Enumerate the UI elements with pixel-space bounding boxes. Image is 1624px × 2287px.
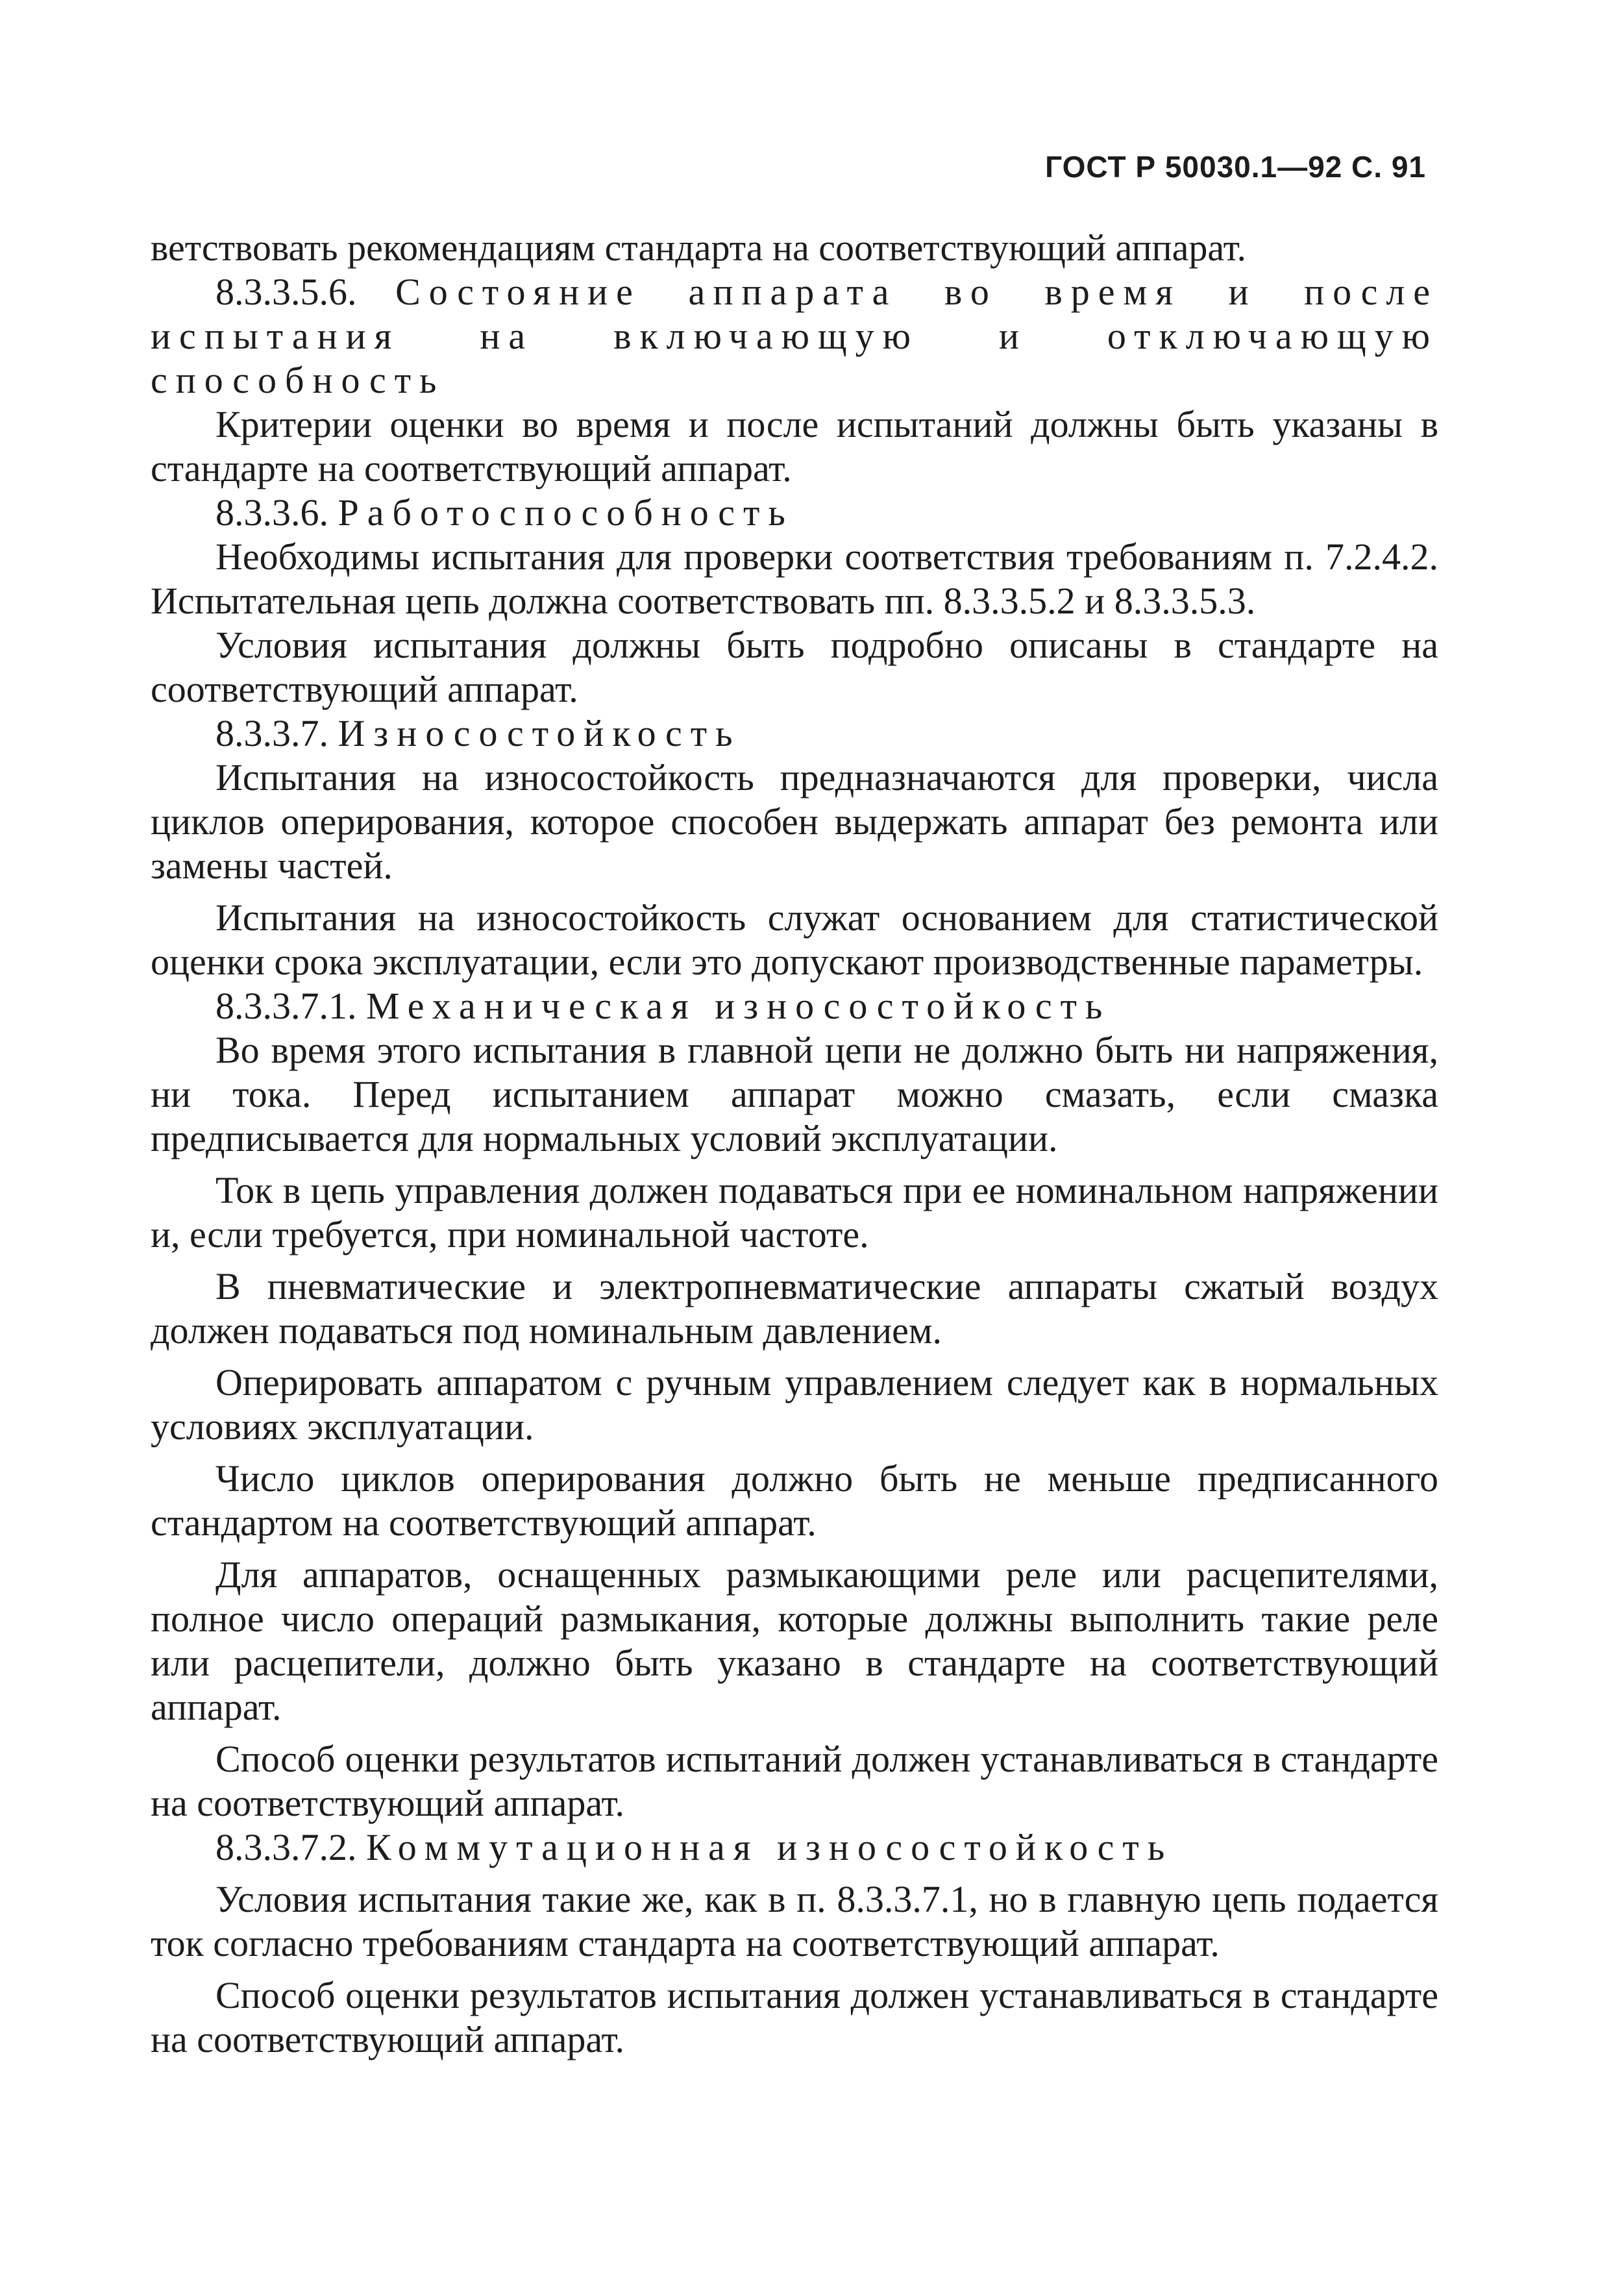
- section-heading: [151, 984, 1438, 1028]
- paragraph: Оперировать аппаратом с ручным управлением следует как в нормальных условиях эксплуатации.: [151, 1361, 1438, 1448]
- paragraph: Условия испытания такие же, как в п. 8.3.3.7.1, но в главную цепь подается ток согласно требованиям стандарта на соответствующий аппарат.: [151, 1878, 1438, 1964]
- paragraph: Необходимы испытания для проверки соответствия требованиям п. 7.2.4.2. Испытательная цепь должна соответствовать пп. 8.3.3.5.2 и 8.3.3.5.3.: [151, 536, 1438, 622]
- section-title: Износостойкость: [338, 712, 741, 754]
- section-number: 8.3.3.6.: [215, 491, 328, 534]
- paragraph: В пневматические и электропневматические аппараты сжатый воздух должен подаваться под номинальным давлением.: [151, 1265, 1438, 1352]
- section-heading: [151, 1825, 1438, 1870]
- paragraph: Испытания на износостойкость предназначаются для проверки, числа циклов оперирования, которое способен выдержать аппарат без ремонта или замены частей.: [151, 756, 1438, 887]
- section-title: Коммутационная износостойкость: [366, 1826, 1174, 1868]
- section-number: 8.3.3.7.1.: [215, 985, 357, 1027]
- paragraph: ветствовать рекомендациям стандарта на соответствующий аппарат.: [151, 227, 1247, 269]
- paragraph: Способ оценки результатов испытания должен устанавливаться в стандарте на соответствующий аппарат.: [151, 1974, 1438, 2060]
- section-heading: [151, 491, 1438, 535]
- paragraph: Ток в цепь управления должен подаваться при ее номинальном напряжении и, если требуется, при номинальной частоте.: [151, 1169, 1438, 1255]
- section-number: 8.3.3.7.2.: [215, 1826, 357, 1868]
- paragraph: Критерии оценки во время и после испытаний должны быть указаны в стандарте на соответствующий аппарат.: [151, 403, 1438, 489]
- body-text: [151, 226, 1438, 2062]
- section-title: Состояние аппарата во время и после испытания на включающую и отключающую способность: [151, 271, 1439, 401]
- section-title: Механическая износостойкость: [366, 985, 1111, 1027]
- paragraph: Для аппаратов, оснащенных размыкающими реле или расцепителями, полное число операций размыкания, которые должны выполнить такие реле или расцепители, должно быть указано в стандарте на соответствующий аппарат.: [151, 1553, 1438, 1728]
- paragraph: Во время этого испытания в главной цепи не должно быть ни напряжения, ни тока. Перед испытанием аппарат можно смазать, если смазка предписывается для нормальных условий эксплуатации.: [151, 1029, 1438, 1159]
- paragraph: Испытания на износостойкость служат основанием для статистической оценки срока эксплуатации, если это допускают производственные параметры.: [151, 896, 1438, 983]
- section-number: 8.3.3.5.6.: [215, 271, 357, 313]
- section-number: 8.3.3.7.: [215, 712, 328, 754]
- running-head: ГОСТ Р 50030.1—92 С. 91: [1045, 150, 1426, 184]
- section-heading: [151, 711, 1438, 756]
- section-title: Работоспособность: [338, 491, 794, 534]
- paragraph: Способ оценки результатов испытаний должен устанавливаться в стандарте на соответствующий аппарат.: [151, 1738, 1438, 1824]
- paragraph: Число циклов оперирования должно быть не меньше предписанного стандартом на соответствующий аппарат.: [151, 1457, 1438, 1544]
- section-heading: [151, 270, 1438, 402]
- paragraph: Условия испытания должны быть подробно описаны в стандарте на соответствующий аппарат.: [151, 624, 1438, 710]
